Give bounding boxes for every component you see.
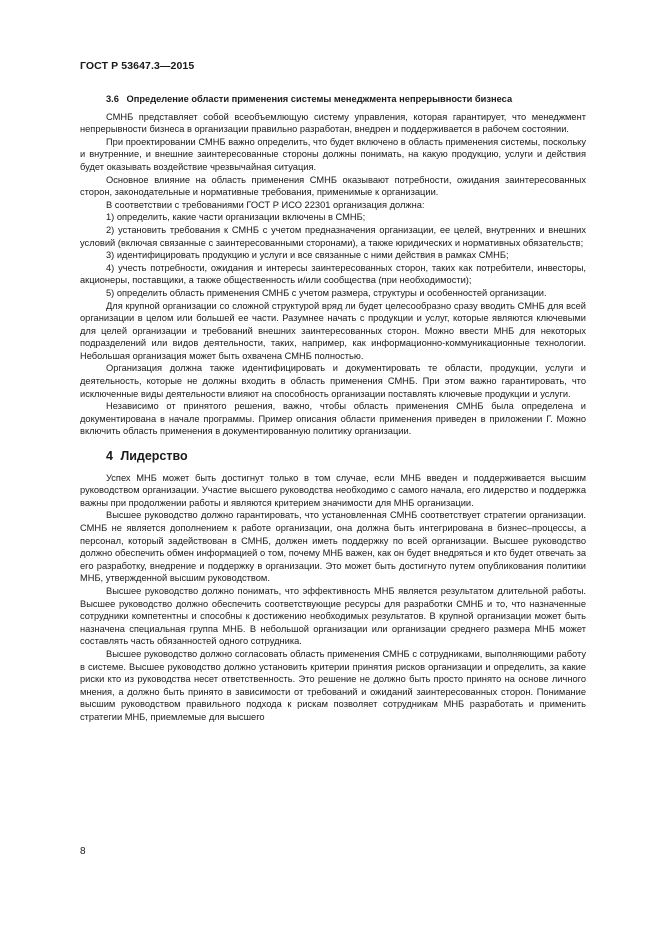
page-number: 8 [80,846,86,857]
section-title: Определение области применения системы менеджмента непрерывности бизнеса [126,94,513,104]
chapter-number: 4 [106,449,113,464]
list-item: 4) учесть потребности, ожидания и интересы заинтересованных сторон, таких как потребители, инвесторы, акционеры, поставщики, а также общественность и/или сообщества (при необходимости); [80,262,586,286]
paragraph: При проектировании СМНБ важно определить, что будет включено в область применения системы, поскольку и внутренние, и внешние заинтересованные стороны должны понимать, на какую продукцию, услуги и действия будет оказывать воздействие чрезвычайная ситуация. [80,136,586,172]
list-item: 2) установить требования к СМНБ с учетом предназначения организации, ее целей, внутренних и внешних условий (включая связанные с заинтересованными сторонами), а также юридических и нормативных обязательств; [80,224,586,248]
paragraph: Успех МНБ может быть достигнут только в том случае, если МНБ введен и поддерживается высшим руководством организации. Участие высшего руководства необходимо с самого начала, его лидерство и поддержка важны при продолжении работы и являются критерием значимости для МНБ организации. [80,472,586,508]
paragraph: Высшее руководство должно согласовать область применения СМНБ с сотрудниками, выполняющими работу в системе. Высшее руководство должно установить критерии принятия рисков организации и определить, за какие риски кто из руководства несет ответственность. Это решение не должно быть просто принято на основе личного мнения, а должно быть принято в зависимости от требований и ожиданий заинтересованных сторон. Понимание высшим руководством правильного подхода к рискам позволяет сотрудникам МНБ разработать и применить стратегии МНБ, приемлемые для высшего [80,648,586,722]
document-body [80,86,586,724]
chapter-title: Лидерство [120,449,188,464]
list-item: 3) идентифицировать продукцию и услуги и все связанные с ними действия в рамках СМНБ; [106,250,509,261]
section-number: 3.6 [106,94,119,104]
paragraph: Высшее руководство должно понимать, что эффективность МНБ является результатом длительной работы. Высшее руководство должно обеспечить соответствующие ресурсы для разработки СМНБ и то, что назначенные сотрудники компетентны и способны к достижению необходимых результатов. В крупной организации может быть назначена специальная группа МНБ. В небольшой организации или организации среднего размера МНБ может составлять часть обязанностей одного сотрудника. [80,585,586,647]
paragraph: Для крупной организации со сложной структурой вряд ли будет целесообразно сразу вводить СМНБ для всей организации в целом или большей ее части. Разумнее начать с продукции и услуг, которые являются ключевыми для целей организации и требований внешних заинтересованных сторон. Можно ввести МНБ для некоторых подразделений или видов деятельности, таких, например, как информационно-коммуникационные технологии. Небольшая организация может быть охвачена СМНБ полностью. [80,300,586,361]
document-code: ГОСТ Р 53647.3—2015 [80,60,195,72]
paragraph: Основное влияние на область применения СМНБ оказывают потребности, ожидания заинтересованных сторон, законодательные и нормативные требования, применимые к организации. [80,174,586,198]
chapter-heading [106,450,586,463]
section-heading [106,93,586,106]
paragraph: В соответствии с требованиями ГОСТ Р ИСО 22301 организация должна: [106,199,425,210]
paragraph: Организация должна также идентифицировать и документировать те области, продукции, услуги и деятельность, которые не должны входить в область применения СМНБ. При этом важно гарантировать, что исключенные виды деятельности влияют на способность организации поставлять ключевые продукции и услуги. [80,363,586,399]
paragraph: Независимо от принятого решения, важно, чтобы область применения СМНБ была определена и документирована в начале программы. Пример описания области применения приведен в приложении Г. Можно включить область применения в документированную политику организации. [80,401,586,437]
paragraph: Высшее руководство должно гарантировать, что установленная СМНБ соответствует стратегии организации. СМНБ не является дополнением к работе организации, она должна быть интегрирована в бизнес–процессы, а персонал, который задействован в СМНБ, должен иметь поддержку по всей организации. Высшее руководство должно обеспечить обмен информацией о том, почему МНБ важен, как он будет внедряться и кто будет отвечать за его разработку, внедрение и поддержку в организации. Это может быть достигнуто путем опубликования политики МНБ, утвержденной высшим руководством. [80,510,586,584]
paragraph: СМНБ представляет собой всеобъемлющую систему управления, которая гарантирует, что менеджмент непрерывности бизнеса в организации правильно разработан, внедрен и поддерживается в рабочем состоянии. [80,111,586,135]
list-item: 5) определить область применения СМНБ с учетом размера, структуры и особенностей организации. [106,287,547,298]
list-item: 1) определить, какие части организации включены в СМНБ; [106,212,366,223]
